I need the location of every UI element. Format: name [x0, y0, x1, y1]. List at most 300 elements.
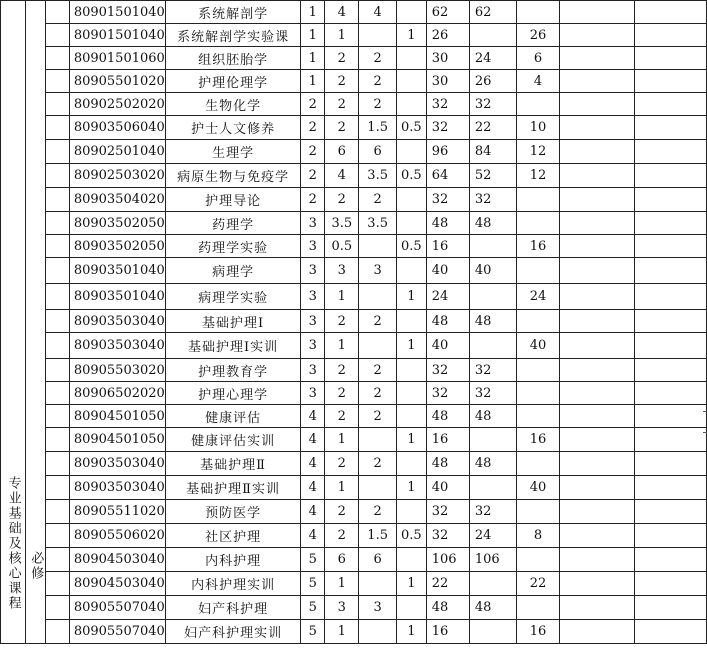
name-cell: 系统解剖学实验课 — [165, 24, 301, 47]
blank-cell — [46, 333, 70, 359]
theory-credits-cell — [359, 24, 397, 47]
credits-cell: 2 — [325, 500, 359, 524]
blank-cell — [46, 24, 70, 47]
blank-cell — [46, 93, 70, 116]
blank-cell — [559, 258, 634, 284]
semester-cell: 3 — [301, 333, 325, 359]
practice-credits-cell: 0.5 — [396, 524, 426, 548]
name-cell: 基础护理Ⅱ — [165, 452, 301, 476]
code-cell: 80903501040 — [69, 258, 165, 284]
blank-cell — [46, 428, 70, 452]
practice-hours-cell — [517, 500, 559, 524]
practice-credits-cell — [396, 47, 426, 70]
blank-cell — [634, 359, 706, 382]
theory-credits-cell: 2 — [359, 310, 397, 333]
semester-cell: 3 — [301, 235, 325, 258]
credits-cell: 1 — [325, 284, 359, 310]
code-cell: 80902502020 — [69, 93, 165, 116]
blank-cell — [634, 47, 706, 70]
practice-credits-cell — [396, 405, 426, 428]
theory-credits-cell: 2 — [359, 47, 397, 70]
practice-credits-cell — [396, 382, 426, 405]
theory-credits-cell — [359, 572, 397, 596]
blank-cell — [46, 70, 70, 93]
blank-cell — [634, 284, 706, 310]
table-row — [1, 596, 707, 620]
theory-hours-cell: 62 — [469, 1, 517, 24]
blank-cell — [46, 476, 70, 500]
semester-cell: 1 — [301, 70, 325, 93]
blank-cell — [46, 359, 70, 382]
total-hours-cell: 40 — [426, 258, 469, 284]
blank-cell — [46, 164, 70, 188]
table-row — [1, 284, 707, 310]
table-row — [1, 382, 707, 405]
credits-cell: 2 — [325, 524, 359, 548]
blank-cell — [46, 258, 70, 284]
table-row — [1, 620, 707, 644]
blank-cell — [634, 235, 706, 258]
practice-credits-cell — [396, 500, 426, 524]
blank-cell — [559, 333, 634, 359]
total-hours-cell: 48 — [426, 452, 469, 476]
semester-cell: 2 — [301, 93, 325, 116]
name-cell: 病理学 — [165, 258, 301, 284]
theory-hours-cell: 26 — [469, 70, 517, 93]
credits-cell: 3 — [325, 596, 359, 620]
credits-cell: 1 — [325, 333, 359, 359]
practice-credits-cell — [396, 596, 426, 620]
semester-cell: 3 — [301, 382, 325, 405]
blank-cell — [559, 476, 634, 500]
practice-credits-cell — [396, 310, 426, 333]
blank-cell — [634, 500, 706, 524]
blank-cell — [46, 235, 70, 258]
semester-cell: 4 — [301, 500, 325, 524]
code-cell: 80903503040 — [69, 310, 165, 333]
code-cell: 80902503020 — [69, 164, 165, 188]
blank-cell — [559, 235, 634, 258]
theory-credits-cell — [359, 476, 397, 500]
total-hours-cell: 16 — [426, 620, 469, 644]
theory-credits-cell: 2 — [359, 70, 397, 93]
total-hours-cell: 64 — [426, 164, 469, 188]
blank-cell — [559, 452, 634, 476]
practice-hours-cell: 26 — [517, 24, 559, 47]
practice-credits-cell: 1 — [396, 284, 426, 310]
code-cell: 80904503040 — [69, 572, 165, 596]
name-cell: 预防医学 — [165, 500, 301, 524]
blank-cell — [46, 212, 70, 235]
credits-cell: 2 — [325, 93, 359, 116]
blank-cell — [46, 116, 70, 140]
total-hours-cell: 30 — [426, 47, 469, 70]
name-cell: 妇产科护理实训 — [165, 620, 301, 644]
practice-hours-cell: 4 — [517, 70, 559, 93]
total-hours-cell: 30 — [426, 70, 469, 93]
code-cell: 80903501040 — [69, 284, 165, 310]
practice-hours-cell — [517, 548, 559, 572]
code-cell: 80903504020 — [69, 188, 165, 212]
total-hours-cell: 48 — [426, 310, 469, 333]
theory-hours-cell: 52 — [469, 164, 517, 188]
blank-cell — [634, 164, 706, 188]
theory-credits-cell: 2 — [359, 500, 397, 524]
practice-hours-cell: 16 — [517, 428, 559, 452]
code-cell: 80903503040 — [69, 333, 165, 359]
curriculum-table-body — [1, 1, 707, 644]
blank-cell — [559, 24, 634, 47]
theory-credits-cell: 2 — [359, 452, 397, 476]
practice-hours-cell — [517, 452, 559, 476]
credits-cell: 1 — [325, 428, 359, 452]
code-cell: 80905501020 — [69, 70, 165, 93]
name-cell: 基础护理Ⅱ实训 — [165, 476, 301, 500]
name-cell: 基础护理Ⅰ — [165, 310, 301, 333]
name-cell: 护理教育学 — [165, 359, 301, 382]
blank-cell — [559, 359, 634, 382]
name-cell: 药理学实验 — [165, 235, 301, 258]
total-hours-cell: 40 — [426, 333, 469, 359]
practice-hours-cell — [517, 359, 559, 382]
blank-cell — [559, 548, 634, 572]
practice-credits-cell: 1 — [396, 333, 426, 359]
practice-hours-cell — [517, 258, 559, 284]
name-cell: 健康评估 — [165, 405, 301, 428]
credits-cell: 2 — [325, 382, 359, 405]
table-row — [1, 428, 707, 452]
course-category-cell — [1, 1, 26, 644]
theory-hours-cell: 24 — [469, 524, 517, 548]
total-hours-cell: 62 — [426, 1, 469, 24]
code-cell: 80903503040 — [69, 476, 165, 500]
theory-hours-cell: 22 — [469, 116, 517, 140]
blank-cell — [46, 548, 70, 572]
name-cell: 生物化学 — [165, 93, 301, 116]
total-hours-cell: 32 — [426, 359, 469, 382]
name-cell: 病理学实验 — [165, 284, 301, 310]
code-cell: 80905507040 — [69, 620, 165, 644]
practice-hours-cell: 10 — [517, 116, 559, 140]
theory-credits-cell — [359, 284, 397, 310]
blank-cell — [559, 382, 634, 405]
blank-cell — [634, 140, 706, 164]
table-row — [1, 476, 707, 500]
theory-credits-cell — [359, 235, 397, 258]
practice-credits-cell — [396, 1, 426, 24]
credits-cell: 2 — [325, 47, 359, 70]
table-row — [1, 1, 707, 24]
name-cell: 系统解剖学 — [165, 1, 301, 24]
practice-credits-cell — [396, 93, 426, 116]
semester-cell: 3 — [301, 258, 325, 284]
practice-credits-cell — [396, 548, 426, 572]
blank-cell — [46, 188, 70, 212]
semester-cell: 2 — [301, 140, 325, 164]
credits-cell: 2 — [325, 405, 359, 428]
table-row — [1, 572, 707, 596]
table-row — [1, 70, 707, 93]
practice-hours-cell: 8 — [517, 524, 559, 548]
blank-cell — [46, 1, 70, 24]
theory-hours-cell — [469, 476, 517, 500]
blank-cell — [634, 428, 706, 452]
name-cell: 妇产科护理 — [165, 596, 301, 620]
semester-cell: 5 — [301, 572, 325, 596]
blank-cell — [559, 284, 634, 310]
credits-cell: 4 — [325, 164, 359, 188]
theory-hours-cell: 32 — [469, 359, 517, 382]
theory-hours-cell: 32 — [469, 188, 517, 212]
name-cell: 内科护理实训 — [165, 572, 301, 596]
code-cell: 80904501050 — [69, 405, 165, 428]
theory-hours-cell — [469, 333, 517, 359]
table-row — [1, 212, 707, 235]
edge-mark — [703, 411, 707, 412]
credits-cell: 2 — [325, 70, 359, 93]
semester-cell: 3 — [301, 212, 325, 235]
practice-hours-cell — [517, 382, 559, 405]
table-row — [1, 524, 707, 548]
blank-cell — [559, 620, 634, 644]
code-cell: 80906502020 — [69, 382, 165, 405]
blank-cell — [559, 93, 634, 116]
practice-hours-cell: 12 — [517, 164, 559, 188]
name-cell: 健康评估实训 — [165, 428, 301, 452]
semester-cell: 4 — [301, 524, 325, 548]
requirement-label: 必修 — [28, 551, 44, 581]
practice-hours-cell: 12 — [517, 140, 559, 164]
table-row — [1, 140, 707, 164]
blank-cell — [46, 47, 70, 70]
table-row — [1, 359, 707, 382]
code-cell: 80905503020 — [69, 359, 165, 382]
semester-cell: 1 — [301, 47, 325, 70]
theory-hours-cell: 24 — [469, 47, 517, 70]
practice-hours-cell: 24 — [517, 284, 559, 310]
name-cell: 生理学 — [165, 140, 301, 164]
name-cell: 护理伦理学 — [165, 70, 301, 93]
blank-cell — [46, 284, 70, 310]
blank-cell — [46, 572, 70, 596]
theory-hours-cell: 48 — [469, 310, 517, 333]
blank-cell — [559, 524, 634, 548]
credits-cell: 1 — [325, 24, 359, 47]
blank-cell — [46, 405, 70, 428]
code-cell: 80903503040 — [69, 452, 165, 476]
credits-cell: 3 — [325, 258, 359, 284]
total-hours-cell: 32 — [426, 500, 469, 524]
practice-hours-cell — [517, 93, 559, 116]
total-hours-cell: 32 — [426, 116, 469, 140]
semester-cell: 2 — [301, 116, 325, 140]
theory-hours-cell: 32 — [469, 500, 517, 524]
theory-credits-cell: 6 — [359, 548, 397, 572]
practice-hours-cell: 40 — [517, 333, 559, 359]
total-hours-cell: 32 — [426, 382, 469, 405]
blank-cell — [634, 24, 706, 47]
total-hours-cell: 40 — [426, 476, 469, 500]
blank-cell — [634, 1, 706, 24]
practice-credits-cell: 0.5 — [396, 116, 426, 140]
theory-hours-cell — [469, 572, 517, 596]
code-cell: 80905511020 — [69, 500, 165, 524]
practice-credits-cell — [396, 258, 426, 284]
practice-hours-cell: 16 — [517, 235, 559, 258]
blank-cell — [559, 188, 634, 212]
table-row — [1, 93, 707, 116]
blank-cell — [559, 212, 634, 235]
semester-cell: 3 — [301, 284, 325, 310]
theory-hours-cell: 32 — [469, 382, 517, 405]
total-hours-cell: 32 — [426, 524, 469, 548]
blank-cell — [46, 620, 70, 644]
blank-cell — [634, 405, 706, 428]
blank-cell — [46, 140, 70, 164]
credits-cell: 2 — [325, 359, 359, 382]
theory-credits-cell — [359, 620, 397, 644]
theory-credits-cell: 2 — [359, 359, 397, 382]
blank-cell — [634, 620, 706, 644]
table-row — [1, 405, 707, 428]
theory-hours-cell — [469, 235, 517, 258]
blank-cell — [634, 212, 706, 235]
table-row — [1, 188, 707, 212]
blank-cell — [559, 1, 634, 24]
total-hours-cell: 22 — [426, 572, 469, 596]
edge-mark — [703, 432, 707, 433]
total-hours-cell: 16 — [426, 235, 469, 258]
practice-credits-cell — [396, 188, 426, 212]
credits-cell: 2 — [325, 310, 359, 333]
blank-cell — [46, 596, 70, 620]
blank-cell — [634, 572, 706, 596]
blank-cell — [559, 310, 634, 333]
requirement-cell — [26, 1, 46, 644]
table-row — [1, 500, 707, 524]
credits-cell: 4 — [325, 1, 359, 24]
blank-cell — [634, 310, 706, 333]
code-cell: 80903502050 — [69, 212, 165, 235]
practice-hours-cell — [517, 405, 559, 428]
table-row — [1, 548, 707, 572]
practice-credits-cell: 1 — [396, 476, 426, 500]
practice-hours-cell: 40 — [517, 476, 559, 500]
credits-cell: 0.5 — [325, 235, 359, 258]
name-cell: 护理导论 — [165, 188, 301, 212]
theory-hours-cell — [469, 428, 517, 452]
semester-cell: 4 — [301, 428, 325, 452]
semester-cell: 5 — [301, 596, 325, 620]
blank-cell — [46, 500, 70, 524]
blank-cell — [634, 524, 706, 548]
blank-cell — [634, 476, 706, 500]
practice-hours-cell — [517, 596, 559, 620]
code-cell: 80901501040 — [69, 24, 165, 47]
code-cell: 80903502050 — [69, 235, 165, 258]
course-category-label: 专业基础及核心课程 — [5, 476, 21, 611]
theory-credits-cell: 2 — [359, 382, 397, 405]
semester-cell: 5 — [301, 548, 325, 572]
theory-credits-cell: 2 — [359, 93, 397, 116]
blank-cell — [559, 428, 634, 452]
theory-credits-cell: 3.5 — [359, 212, 397, 235]
theory-hours-cell — [469, 620, 517, 644]
table-row — [1, 452, 707, 476]
blank-cell — [634, 70, 706, 93]
theory-hours-cell: 84 — [469, 140, 517, 164]
blank-cell — [559, 405, 634, 428]
practice-hours-cell: 16 — [517, 620, 559, 644]
blank-cell — [559, 116, 634, 140]
code-cell: 80904503040 — [69, 548, 165, 572]
theory-credits-cell — [359, 428, 397, 452]
practice-hours-cell: 22 — [517, 572, 559, 596]
blank-cell — [634, 93, 706, 116]
credits-cell: 6 — [325, 548, 359, 572]
blank-cell — [46, 310, 70, 333]
practice-credits-cell: 1 — [396, 620, 426, 644]
practice-credits-cell: 1 — [396, 572, 426, 596]
theory-hours-cell: 106 — [469, 548, 517, 572]
code-cell: 80905507040 — [69, 596, 165, 620]
total-hours-cell: 48 — [426, 596, 469, 620]
table-row — [1, 310, 707, 333]
blank-cell — [559, 47, 634, 70]
total-hours-cell: 24 — [426, 284, 469, 310]
semester-cell: 4 — [301, 476, 325, 500]
blank-cell — [46, 452, 70, 476]
code-cell: 80902501040 — [69, 140, 165, 164]
blank-cell — [634, 452, 706, 476]
name-cell: 组织胚胎学 — [165, 47, 301, 70]
theory-hours-cell — [469, 284, 517, 310]
blank-cell — [634, 382, 706, 405]
blank-cell — [634, 258, 706, 284]
total-hours-cell: 106 — [426, 548, 469, 572]
practice-credits-cell: 1 — [396, 24, 426, 47]
theory-hours-cell: 32 — [469, 93, 517, 116]
theory-credits-cell: 2 — [359, 405, 397, 428]
blank-cell — [559, 70, 634, 93]
name-cell: 药理学 — [165, 212, 301, 235]
theory-hours-cell: 48 — [469, 212, 517, 235]
total-hours-cell: 32 — [426, 93, 469, 116]
theory-hours-cell: 48 — [469, 452, 517, 476]
theory-hours-cell — [469, 24, 517, 47]
total-hours-cell: 48 — [426, 405, 469, 428]
theory-hours-cell: 48 — [469, 596, 517, 620]
total-hours-cell: 48 — [426, 212, 469, 235]
semester-cell: 2 — [301, 188, 325, 212]
blank-cell — [559, 164, 634, 188]
total-hours-cell: 26 — [426, 24, 469, 47]
blank-cell — [559, 572, 634, 596]
blank-cell — [634, 188, 706, 212]
table-row — [1, 333, 707, 359]
blank-cell — [559, 596, 634, 620]
theory-credits-cell — [359, 333, 397, 359]
practice-credits-cell — [396, 70, 426, 93]
blank-cell — [559, 140, 634, 164]
code-cell: 80903506040 — [69, 116, 165, 140]
credits-cell: 3.5 — [325, 212, 359, 235]
theory-credits-cell: 4 — [359, 1, 397, 24]
blank-cell — [46, 382, 70, 405]
credits-cell: 2 — [325, 188, 359, 212]
theory-credits-cell: 2 — [359, 188, 397, 212]
blank-cell — [634, 116, 706, 140]
